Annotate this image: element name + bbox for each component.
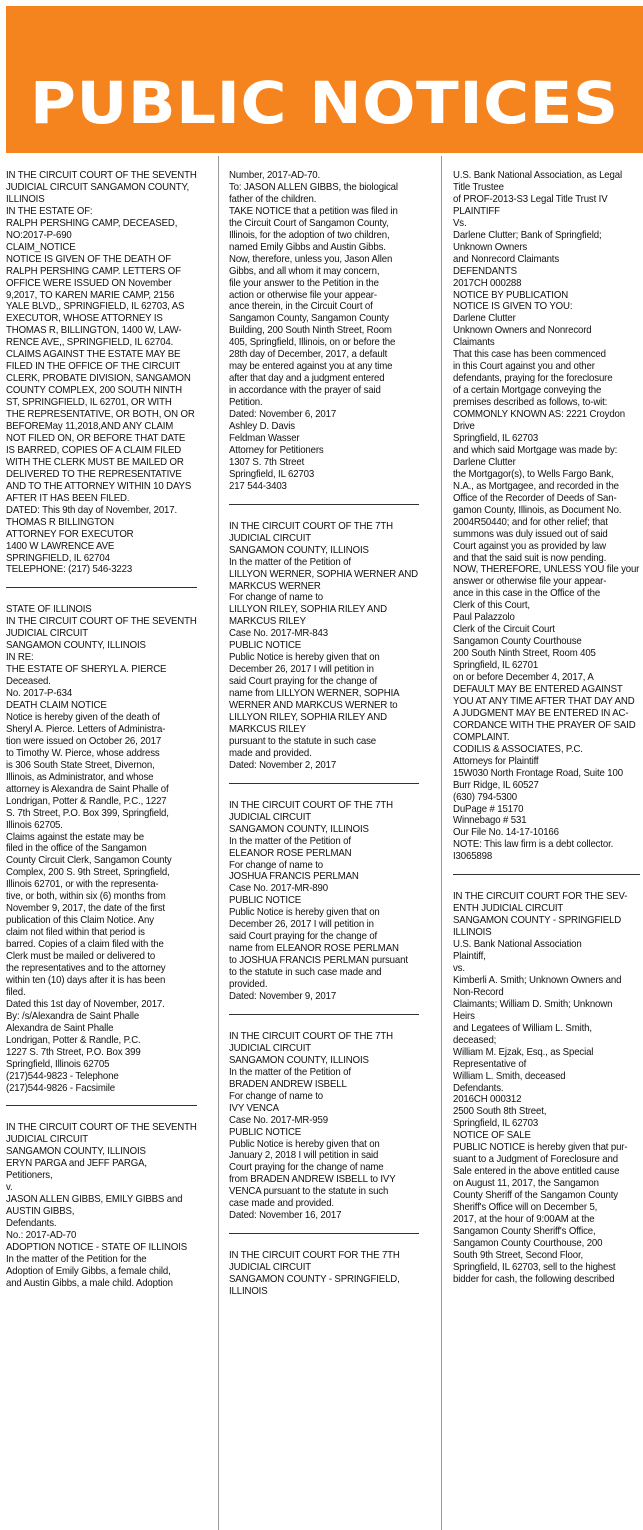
notice-line: IN THE CIRCUIT COURT OF THE SEVENTH — [6, 1122, 197, 1134]
notice-line: AFTER IT HAS BEEN FILED. — [6, 492, 130, 504]
legal-notice — [229, 1031, 419, 1222]
notice-line: IN THE CIRCUIT COURT FOR THE 7TH — [229, 1250, 400, 1262]
notice-line: YALE BLVD,, SPRINGFIELD, IL 62703, AS — [6, 301, 185, 313]
notice-line: v. — [6, 1182, 13, 1194]
notice-line: Case No. 2017-MR-843 — [229, 628, 328, 640]
notice-line: Sangamon County Courthouse, 200 — [453, 1237, 603, 1249]
legal-notice — [453, 891, 640, 1285]
notice-line: No. 2017-P-634 — [6, 688, 73, 700]
notice-line: to JOSHUA FRANCIS PERLMAN pursuant — [229, 955, 408, 967]
notice-line: the Circuit Court of Sangamon County, — [229, 217, 389, 229]
notice-line: RALPH PERSHING CAMP, DECEASED, — [6, 217, 178, 229]
notice-line: Attorney for Petitioners — [229, 444, 324, 456]
notice-line: SANGAMON COUNTY, ILLINOIS — [229, 823, 369, 835]
notice-line: Sheriff's Office will on December 5, — [453, 1202, 598, 1214]
notice-line: 1400 W LAWRENCE AVE — [6, 540, 115, 552]
notice-line: SANGAMON COUNTY, ILLINOIS — [229, 1054, 369, 1066]
notice-line: IN THE CIRCUIT COURT OF THE SEVENTH — [6, 616, 197, 628]
notice-line: Heirs — [453, 1010, 475, 1022]
notice-line: IN THE CIRCUIT COURT FOR THE SEV- — [453, 891, 628, 903]
notice-line: ERYN PARGA and JEFF PARGA, — [6, 1158, 147, 1170]
notice-line: JUDICIAL CIRCUIT — [6, 1134, 88, 1146]
notice-line: THE REPRESENTATIVE, OR BOTH, ON OR — [6, 409, 195, 421]
notice-line: SANGAMON COUNTY, ILLINOIS — [6, 640, 146, 652]
notice-line: IVY VENCA — [229, 1102, 279, 1114]
notice-line: bidder for cash, the following described — [453, 1273, 615, 1285]
notice-line: Kimberli A. Smith; Unknown Owners and — [453, 974, 622, 986]
header-banner — [6, 6, 643, 153]
notice-line: Paul Palazzolo — [453, 612, 515, 624]
notice-line: AND TO THE ATTORNEY WITHIN 10 DAYS — [6, 480, 192, 492]
notice-line: PUBLIC NOTICE — [229, 895, 302, 907]
notice-line: filed in the office of the Sangamon — [6, 843, 147, 855]
notice-line: JUDICIAL CIRCUIT SANGAMON COUNTY, — [6, 181, 190, 193]
notice-line: made and provided. — [229, 747, 312, 759]
notice-line: Gibbs, and all whom it may concern, — [229, 265, 380, 277]
notice-line: DEFAULT MAY BE ENTERED AGAINST — [453, 683, 623, 695]
notice-line: Notice is hereby given of the death of — [6, 711, 160, 723]
notice-line: CLAIMS AGAINST THE ESTATE MAY BE — [6, 349, 181, 361]
notice-line: SANGAMON COUNTY, ILLINOIS — [6, 1146, 146, 1158]
notice-line: IS BARRED, COPIES OF A CLAIM FILED — [6, 444, 182, 456]
notice-line: Defendants. — [453, 1082, 504, 1094]
notice-line: on or before December 4, 2017, A — [453, 672, 594, 684]
notice-line: DEATH CLAIM NOTICE — [6, 700, 107, 712]
notice-line: COMPLAINT. — [453, 731, 510, 743]
notice-line: ENTH JUDICIAL CIRCUIT — [453, 903, 564, 915]
notice-line: Darlene Clutter — [453, 456, 516, 468]
notice-line: to the statute in such case made and — [229, 967, 382, 979]
notice-line: filed. — [6, 986, 26, 998]
notice-line: gamon County, Illinois, as Document No. — [453, 504, 622, 516]
notice-line: U.S. Bank National Association, as Legal — [453, 170, 622, 181]
notice-line: IN THE CIRCUIT COURT OF THE 7TH — [229, 799, 393, 811]
notice-line: N.A., as Mortgagee, and recorded in the — [453, 480, 619, 492]
notice-line: Clerk must be mailed or delivered to — [6, 951, 156, 963]
notice-line: Clerk of the Circuit Court — [453, 624, 555, 636]
notice-line: and which said Mortgage was made by: — [453, 444, 618, 456]
notice-line: (630) 794-5300 — [453, 791, 517, 803]
notice-line: COMMONLY KNOWN AS: 2221 Croydon — [453, 409, 625, 421]
notice-line: ance in this case in the Office of the — [453, 588, 601, 600]
notice-line: 200 South Ninth Street, Room 405 — [453, 648, 596, 660]
notice-line: LILLYON RILEY, SOPHIA RILEY AND — [229, 711, 387, 723]
notice-line: Case No. 2017-MR-890 — [229, 883, 328, 895]
notice-line: NOTICE IS GIVEN TO YOU: — [453, 301, 573, 313]
notice-separator — [229, 1233, 419, 1234]
notice-line: VENCA pursuant to the statute in such — [229, 1186, 389, 1198]
notice-line: and Nonrecord Claimants — [453, 253, 560, 265]
notice-line: Londrigan, Potter & Randle, P.C., 1227 — [6, 795, 167, 807]
notice-line: Sangamon County, Sangamon County — [229, 313, 389, 325]
notice-line: MARKCUS RILEY — [229, 616, 306, 628]
notice-line: ELEANOR ROSE PERLMAN — [229, 847, 352, 859]
notice-line: ance therein, in the Circuit Court of — [229, 301, 373, 313]
notice-line: BRADEN ANDREW ISBELL — [229, 1078, 347, 1090]
notice-line: CLERK, PROBATE DIVISION, SANGAMON — [6, 373, 191, 385]
notice-line: For change of name to — [229, 592, 323, 604]
notice-line: ILLINOIS — [6, 193, 45, 205]
notice-line: CODILIS & ASSOCIATES, P.C. — [453, 743, 583, 755]
notice-line: claim not filed within that period is — [6, 927, 145, 939]
notice-line: Clerk of this Court, — [453, 600, 530, 612]
notice-line: Sangamon County Courthouse — [453, 636, 582, 648]
notice-line: SANGAMON COUNTY - SPRINGFIELD — [453, 915, 622, 927]
notice-line: Dated: November 9, 2017 — [229, 991, 337, 1002]
notice-line: publication of this Claim Notice. Any — [6, 915, 154, 927]
page-title: PUBLIC NOTICES — [30, 69, 619, 137]
notice-line: may be entered against you at any time — [229, 361, 393, 373]
notice-line: Now, therefore, unless you, Jason Allen — [229, 253, 393, 265]
notice-line: is 306 South State Street, Divernon, — [6, 759, 155, 771]
notice-line: Feldman Wasser — [229, 432, 300, 444]
notice-line: Public Notice is hereby given that on — [229, 907, 380, 919]
notice-line: TELEPHONE: (217) 546-3223 — [6, 564, 133, 576]
notice-line: Attorneys for Plaintiff — [453, 755, 539, 767]
notice-line: Title Trustee — [453, 181, 504, 193]
notice-line: 1307 S. 7th Street — [229, 456, 305, 468]
notice-line: and Austin Gibbs, a male child. Adoption — [6, 1277, 173, 1289]
notice-line: IN RE: — [6, 652, 34, 664]
notice-line: ATTORNEY FOR EXECUTOR — [6, 528, 134, 540]
notice-line: 217 544-3403 — [229, 480, 287, 492]
notice-line: 2017, at the hour of 9:00AM at the — [453, 1214, 595, 1226]
notice-line: summons was duly issued out of said — [453, 528, 608, 540]
notice-line: EXECUTOR, WHOSE ATTORNEY IS — [6, 313, 163, 325]
notice-line: pursuant to the statute in such case — [229, 735, 377, 747]
notice-line: NOTE: This law firm is a debt collector. — [453, 839, 614, 851]
notice-line: Burr Ridge, IL 60527 — [453, 779, 539, 791]
notice-line: said Court praying for the change of — [229, 931, 378, 943]
notice-line: vs. — [453, 963, 465, 974]
notice-line: suant to a Judgment of Foreclosure and — [453, 1154, 618, 1166]
notice-line: U.S. Bank National Association — [453, 939, 582, 951]
notice-separator — [229, 504, 419, 505]
notice-line: Number, 2017-AD-70. — [229, 170, 321, 181]
notice-line: Dated: November 16, 2017 — [229, 1210, 342, 1222]
notice-line: Illinois 62701, or with the representa- — [6, 879, 159, 891]
notice-line: For change of name to — [229, 1090, 323, 1102]
column-2 — [229, 170, 419, 1525]
notice-line: Dated: November 6, 2017 — [229, 409, 337, 421]
notice-line: named Emily Gibbs and Austin Gibbs. — [229, 241, 386, 253]
notice-line: JASON ALLEN GIBBS, EMILY GIBBS and — [6, 1194, 183, 1206]
notice-line: Petitioners, — [6, 1170, 53, 1182]
notice-line: JUDICIAL CIRCUIT — [229, 1262, 311, 1274]
notice-line: 1227 S. 7th Street, P.O. Box 399 — [6, 1046, 141, 1058]
notice-line: MARKCUS RILEY — [229, 723, 306, 735]
notice-line: Illinois, as Administrator, and whose — [6, 771, 154, 783]
notice-line: That this case has been commenced — [453, 349, 606, 361]
notice-line: on August 11, 2017, the Sangamon — [453, 1178, 599, 1190]
notice-line: Springfield, IL 62703 — [453, 432, 539, 444]
notice-line: NOT FILED ON, OR BEFORE THAT DATE — [6, 432, 186, 444]
notice-line: within ten (10) days after it is has been — [6, 974, 166, 986]
notice-line: tive, or both, within six (6) months from — [6, 891, 166, 903]
notice-line: In the matter of the Petition of — [229, 556, 351, 568]
legal-notice — [229, 170, 419, 493]
notice-line: tion were issued on October 26, 2017 — [6, 735, 162, 747]
notice-line: the representatives and to the attorney — [6, 963, 166, 974]
notice-line: County Circuit Clerk, Sangamon County — [6, 855, 172, 867]
column-divider — [441, 156, 442, 1530]
notice-line: father of the children. — [229, 193, 317, 205]
notice-separator — [6, 587, 197, 588]
notice-line: COUNTY COMPLEX, 200 SOUTH NINTH — [6, 385, 182, 397]
notice-line: JUDICIAL CIRCUIT — [229, 1042, 311, 1054]
notice-line: ILLINOIS — [229, 1286, 268, 1298]
notice-line: PUBLIC NOTICE — [229, 640, 302, 652]
notice-line: Complex, 200 S. 9th Street, Springfield, — [6, 867, 170, 879]
notice-line: Plaintiff, — [453, 951, 486, 963]
notice-separator — [229, 783, 419, 784]
notice-line: FILED IN THE OFFICE OF THE CIRCUIT — [6, 361, 181, 373]
notice-line: To: JASON ALLEN GIBBS, the biological — [229, 181, 398, 193]
notice-line: THOMAS R, BILLINGTON, 1400 W, LAW- — [6, 325, 182, 337]
notice-line: 28th day of December, 2017, a default — [229, 349, 388, 361]
notice-line: Public Notice is hereby given that on — [229, 652, 380, 664]
notice-line: JUDICIAL CIRCUIT — [6, 628, 88, 640]
notice-line: Ashley D. Davis — [229, 421, 295, 433]
notice-line: provided. — [229, 979, 268, 991]
notice-line: PUBLIC NOTICE is hereby given that pur- — [453, 1142, 628, 1154]
notice-line: 405, Springfield, Illinois, on or before the — [229, 337, 396, 349]
notice-line: Our File No. 14-17-10166 — [453, 827, 559, 839]
notice-line: name from ELEANOR ROSE PERLMAN — [229, 943, 399, 955]
column-divider — [218, 156, 219, 1530]
notice-line: file your answer to the Petition in the — [229, 277, 379, 289]
notice-line: No.: 2017-AD-70 — [6, 1230, 77, 1242]
notice-line: January 2, 2018 I will petition in said — [229, 1150, 379, 1162]
legal-notice — [6, 1122, 197, 1289]
notice-line: Springfield, IL 62703, sell to the highest — [453, 1261, 616, 1273]
notice-line: deceased; — [453, 1034, 497, 1046]
notice-line: Springfield, IL 62701 — [453, 660, 539, 672]
notice-line: Unknown Owners and Nonrecord — [453, 325, 592, 337]
notice-line: of PROF-2013-S3 Legal Title Trust IV — [453, 193, 608, 205]
notice-line: Vs. — [453, 217, 467, 229]
notice-line: RALPH PERSHING CAMP. LETTERS OF — [6, 265, 181, 277]
column-3 — [453, 170, 640, 1525]
legal-notice — [453, 170, 640, 863]
notice-line: OFFICE WERE ISSUED ON November — [6, 277, 172, 289]
notice-line: DELIVERED TO THE REPRESENTATIVE — [6, 468, 182, 480]
notice-line: Claims against the estate may be — [6, 831, 144, 843]
notice-line: NOW, THEREFORE, UNLESS YOU file your — [453, 564, 640, 576]
notice-line: Non-Record — [453, 986, 504, 998]
notice-line: THOMAS R BILLINGTON — [6, 516, 114, 528]
notice-separator — [229, 1014, 419, 1015]
notice-line: Adoption of Emily Gibbs, a female child, — [6, 1265, 171, 1277]
notice-line: A JUDGMENT MAY BE ENTERED IN AC- — [453, 707, 629, 719]
notice-line: 2500 South 8th Street, — [453, 1106, 547, 1118]
notice-line: DuPage # 15170 — [453, 803, 524, 815]
notice-line: ADOPTION NOTICE - STATE OF ILLINOIS — [6, 1242, 188, 1254]
notice-line: RENCE AVE,, SPRINGFIELD, IL 62704. — [6, 337, 174, 349]
notice-line: November 9, 2017, the date of the first — [6, 903, 165, 915]
notice-line: Defendants. — [6, 1218, 57, 1230]
notice-line: Darlene Clutter — [453, 313, 516, 325]
notice-line: Dated this 1st day of November, 2017. — [6, 998, 165, 1010]
notice-line: after that day and a judgment entered — [229, 373, 385, 385]
notice-line: barred. Copies of a claim filed with the — [6, 939, 164, 951]
notice-line: DATED: This 9th day of November, 2017. — [6, 504, 178, 516]
notice-line: PLAINTIFF — [453, 205, 500, 217]
notice-line: Drive — [453, 421, 475, 433]
notice-line: Springfield, IL 62703 — [453, 1118, 539, 1130]
notice-line: Claimants; William D. Smith; Unknown — [453, 998, 613, 1010]
notice-line: Court against you as provided by law — [453, 540, 606, 552]
notice-line: Claimants — [453, 337, 495, 349]
notice-line: Winnebago # 531 — [453, 815, 527, 827]
notice-line: For change of name to — [229, 859, 323, 871]
notice-line: Sale entered in the above entitled cause — [453, 1166, 620, 1178]
notice-line: ST, SPRINGFIELD, IL 62701, OR WITH — [6, 397, 172, 409]
notice-line: NOTICE BY PUBLICATION — [453, 289, 569, 301]
notice-line: YOU AT ANY TIME AFTER THAT DAY AND — [453, 695, 635, 707]
legal-notice — [229, 521, 419, 772]
column-1 — [6, 170, 197, 1525]
notice-line: said Court praying for the change of — [229, 676, 378, 688]
notice-line: SANGAMON COUNTY, ILLINOIS — [229, 544, 369, 556]
notice-line: ILLINOIS — [453, 927, 492, 939]
notice-line: defendants, praying for the foreclosure — [453, 373, 613, 385]
notice-line: Illinois 62705. — [6, 819, 63, 831]
notice-separator — [6, 1105, 197, 1106]
notice-line: premises described as follows, to-wit: — [453, 397, 608, 409]
notice-line: LILLYON RILEY, SOPHIA RILEY AND — [229, 604, 387, 616]
notice-line: BEFOREMay 11,2018,AND ANY CLAIM — [6, 421, 174, 433]
notice-line: 2004R50440; and for other relief; that — [453, 516, 608, 528]
legal-notice — [6, 170, 197, 576]
notice-line: answer or otherwise file your appear- — [453, 576, 607, 588]
notice-line: JUDICIAL CIRCUIT — [229, 532, 311, 544]
legal-notice — [229, 1250, 419, 1298]
notice-line: 2017CH 000288 — [453, 277, 522, 289]
notice-line: Deceased. — [6, 676, 51, 688]
notice-line: South 9th Street, Second Floor, — [453, 1249, 584, 1261]
notice-line: from BRADEN ANDREW ISBELL to IVY — [229, 1174, 396, 1186]
notice-line: Office of the Recorder of Deeds of San- — [453, 492, 617, 504]
notice-line: TAKE NOTICE that a petition was filed in — [229, 205, 398, 217]
notice-line: action or otherwise file your appear- — [229, 289, 377, 301]
notice-line: December 26, 2017 I will petition in — [229, 664, 374, 676]
notice-line: Unknown Owners — [453, 241, 528, 253]
notice-line: Representative of — [453, 1058, 527, 1070]
notice-line: case made and provided. — [229, 1198, 334, 1210]
notice-line: Illinois, for the adoption of two children, — [229, 229, 390, 241]
notice-line: SPRINGFIELD, IL 62704 — [6, 552, 110, 564]
notice-line: WITH THE CLERK MUST BE MAILED OR — [6, 456, 184, 468]
notice-line: Springfield, Illinois 62705 — [6, 1058, 110, 1070]
notice-line: and that the said suit is now pending. — [453, 552, 607, 564]
notice-line: December 26, 2017 I will petition in — [229, 919, 374, 931]
notice-line: JOSHUA FRANCIS PERLMAN — [229, 871, 359, 883]
notice-line: In the matter of the Petition for the — [6, 1253, 147, 1265]
notice-line: in this Court against you and other — [453, 361, 595, 373]
notice-line: the Mortgagor(s), to Wells Fargo Bank, — [453, 468, 614, 480]
notice-line: By: /s/Alexandra de Saint Phalle — [6, 1010, 140, 1022]
notice-line: MARKCUS WERNER — [229, 580, 321, 592]
notice-line: 15W030 North Frontage Road, Suite 100 — [453, 767, 623, 779]
notice-line: STATE OF ILLINOIS — [6, 604, 92, 616]
legal-notice — [229, 800, 419, 1003]
notice-line: Building, 200 South Ninth Street, Room — [229, 325, 392, 337]
notice-line: to Timothy W. Pierce, whose address — [6, 747, 160, 759]
notice-line: (217)544-9823 - Telephone — [6, 1070, 119, 1082]
notice-line: and Legatees of William L. Smith, — [453, 1022, 592, 1034]
notice-line: 9,2017, TO KAREN MARIE CAMP, 2156 — [6, 289, 175, 301]
notice-line: CORDANCE WITH THE PRAYER OF SAID — [453, 719, 636, 731]
notice-line: County Sheriff of the Sangamon County — [453, 1190, 618, 1202]
notice-line: In the matter of the Petition of — [229, 835, 351, 847]
notice-line: IN THE CIRCUIT COURT OF THE 7TH — [229, 520, 393, 532]
notice-line: IN THE ESTATE OF: — [6, 205, 93, 217]
notice-line: AUSTIN GIBBS, — [6, 1206, 75, 1218]
notice-line: William L. Smith, deceased — [453, 1070, 566, 1082]
notice-line: Darlene Clutter; Bank of Springfield; — [453, 229, 602, 241]
notice-line: Alexandra de Saint Phalle — [6, 1022, 114, 1034]
notice-line: attorney is Alexandra de Saint Phalle of — [6, 783, 169, 795]
notice-line: IN THE CIRCUIT COURT OF THE SEVENTH — [6, 170, 197, 181]
notice-line: Sangamon County Sheriff's Office, — [453, 1225, 596, 1237]
notice-line: Dated: November 2, 2017 — [229, 759, 337, 771]
notice-line: Public Notice is hereby given that on — [229, 1138, 380, 1150]
notice-line: Case No. 2017-MR-959 — [229, 1114, 328, 1126]
notice-line: WERNER AND MARKCUS WERNER to — [229, 700, 398, 712]
notice-line: CLAIM_NOTICE — [6, 241, 76, 253]
notice-line: 2016CH 000312 — [453, 1094, 522, 1106]
notice-line: Court praying for the change of name — [229, 1162, 384, 1174]
notice-line: NOTICE OF SALE — [453, 1130, 531, 1142]
notice-line: name from LILLYON WERNER, SOPHIA — [229, 688, 400, 700]
notice-line: In the matter of the Petition of — [229, 1066, 351, 1078]
notice-line: NOTICE IS GIVEN OF THE DEATH OF — [6, 253, 171, 265]
notice-line: in accordance with the prayer of said — [229, 385, 381, 397]
notice-line: Sheryl A. Pierce. Letters of Administra- — [6, 723, 166, 735]
notice-separator — [453, 874, 640, 875]
notice-line: William M. Ejzak, Esq., as Special — [453, 1046, 594, 1058]
notice-line: IN THE CIRCUIT COURT OF THE 7TH — [229, 1030, 393, 1042]
notice-line: S. 7th Street, P.O. Box 399, Springfield, — [6, 807, 169, 819]
notice-line: JUDICIAL CIRCUIT — [229, 811, 311, 823]
notice-line: PUBLIC NOTICE — [229, 1126, 302, 1138]
notice-line: of a certain Mortgage conveying the — [453, 385, 602, 397]
notice-line: SANGAMON COUNTY - SPRINGFIELD, — [229, 1274, 400, 1286]
notice-line: I3065898 — [453, 851, 493, 863]
notice-line: DEFENDANTS — [453, 265, 517, 277]
notice-line: Londrigan, Potter & Randle, P.C. — [6, 1034, 141, 1046]
notice-line: LILLYON WERNER, SOPHIA WERNER AND — [229, 568, 419, 580]
notice-line: (217)544-9826 - Facsimile — [6, 1082, 115, 1094]
notice-line: THE ESTATE OF SHERYL A. PIERCE — [6, 664, 167, 676]
notice-line: NO:2017-P-690 — [6, 229, 72, 241]
notice-line: Springfield, IL 62703 — [229, 468, 315, 480]
notice-line: Petition. — [229, 397, 263, 409]
legal-notice — [6, 604, 197, 1094]
